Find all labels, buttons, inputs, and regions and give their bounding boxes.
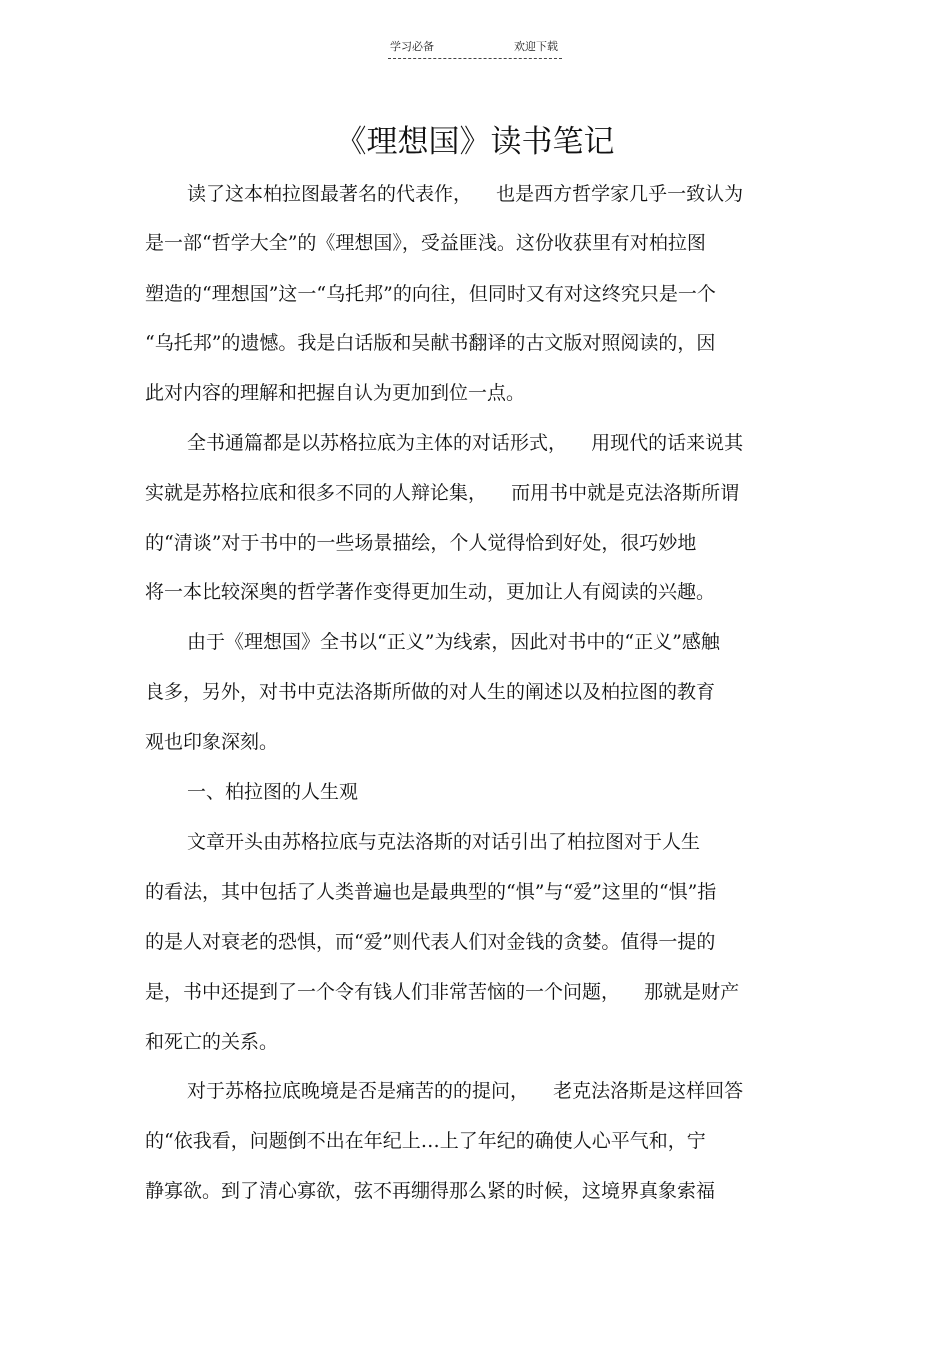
paragraph-line: 的是人对衰老的恐惧，而“爱”则代表人们对金钱的贪婪。值得一提的 (145, 931, 716, 953)
paragraph-line: 是，书中还提到了一个令有钱人们非常苦恼的一个问题， 那就是财产 (145, 981, 740, 1003)
header-right-text: 欢迎下载 (514, 40, 558, 53)
paragraph-line: 此对内容的理解和把握自认为更加到位一点。 (145, 382, 526, 404)
paragraph-line: 实就是苏格拉底和很多不同的人辩论集， 而用书中就是克法洛斯所谓 (145, 482, 740, 504)
page-header (388, 40, 562, 59)
paragraph-line: 的“清谈”对于书中的一些场景描绘，个人觉得恰到好处，很巧妙地 (145, 532, 697, 554)
paragraph-line: 对于苏格拉底晚境是否是痛苦的的提问， 老克法洛斯是这样回答 (187, 1080, 744, 1102)
paragraph-line: 的看法，其中包括了人类普遍也是最典型的“惧”与“爱”这里的“惧”指 (145, 881, 717, 903)
section-heading: 一、柏拉图的人生观 (187, 781, 359, 803)
document-title: 《理想国》读书笔记 (335, 124, 615, 160)
paragraph-line: 塑造的“理想国”这一“乌托邦”的向往，但同时又有对这终究只是一个 (145, 283, 716, 305)
paragraph-line: 文章开头由苏格拉底与克法洛斯的对话引出了柏拉图对于人生 (187, 831, 701, 853)
paragraph-line: 读了这本柏拉图最著名的代表作， 也是西方哲学家几乎一致认为 (187, 183, 744, 205)
paragraph-line: 全书通篇都是以苏格拉底为主体的对话形式， 用现代的话来说其 (187, 432, 744, 454)
paragraph-line: 的“依我看，问题倒不出在年纪上…上了年纪的确使人心平气和，宁 (145, 1130, 706, 1152)
paragraph-line: 由于《理想国》全书以“正义”为线索，因此对书中的“正义”感触 (187, 631, 720, 653)
paragraph-line: 是一部“哲学大全”的《理想国》，受益匪浅。这份收获里有对柏拉图 (145, 232, 706, 254)
paragraph-line: 良多，另外，对书中克法洛斯所做的对人生的阐述以及柏拉图的教育 (145, 681, 716, 703)
paragraph-line: 和死亡的关系。 (145, 1031, 279, 1053)
paragraph-line: 观也印象深刻。 (145, 731, 279, 753)
header-left-text: 学习必备 (390, 40, 434, 53)
paragraph-line: 将一本比较深奥的哲学著作变得更加生动，更加让人有阅读的兴趣。 (145, 581, 716, 603)
paragraph-line: “乌托邦”的遗憾。我是白话版和吴献书翻译的古文版对照阅读的，因 (145, 332, 716, 354)
paragraph-line: 静寡欲。到了清心寡欲，弦不再绷得那么紧的时候，这境界真象索福 (145, 1180, 716, 1202)
